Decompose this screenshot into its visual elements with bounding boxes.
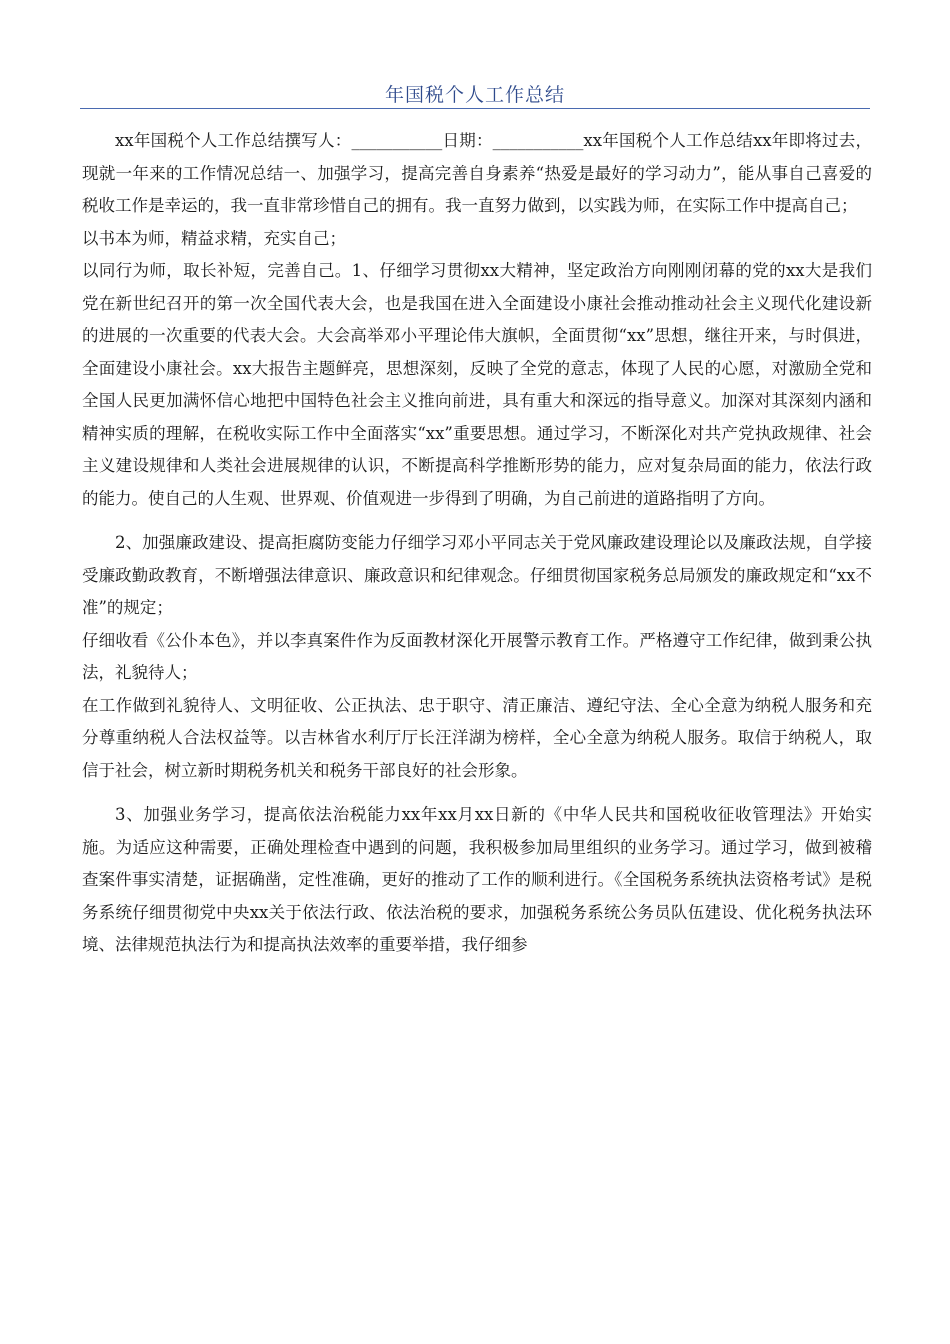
paragraph: 2、加强廉政建设、提高拒腐防变能力仔细学习邓小平同志关于党风廉政建设理论以及廉政法规，自学接受廉政勤政教育，不断增强法律意识、廉政意识和纪律观念。仔细贯彻国家税务总局颁发的廉政规定和“xx不准”的规定； bbox=[82, 533, 872, 617]
paragraph: 在工作做到礼貌待人、文明征收、公正执法、忠于职守、清正廉洁、遵纪守法、全心全意为纳税人服务和充分尊重纳税人合法权益等。以吉林省水利厅厅长汪洋湖为榜样，全心全意为纳税人服务。取信于纳税人，取信于社会，树立新时期税务机关和税务干部良好的社会形象。 bbox=[82, 695, 872, 780]
paragraph: xx年国税个人工作总结撰写人：___________日期：___________xx年国税个人工作总结xx年即将过去，现就一年来的工作情况总结一、加强学习，提高完善自身素养“热爱是最好的学习动力”，能从事自己喜爱的税收工作是幸运的，我一直非常珍惜自己的拥有。我一直努力做到，以实践为师，在实际工作中提高自己； bbox=[82, 131, 872, 215]
paragraph: 以同行为师，取长补短，完善自己。1、仔细学习贯彻xx大精神，坚定政治方向刚刚闭幕的党的xx大是我们党在新世纪召开的第一次全国代表大会，也是我国在进入全面建设小康社会推动推动社会主义现代化建设新的进展的一次重要的代表大会。大会高举邓小平理论伟大旗帜，全面贯彻“xx”思想，继往开来，与时俱进，全面建设小康社会。xx大报告主题鲜亮，思想深刻，反映了全党的意志，体现了人民的心愿，对激励全党和全国人民更加满怀信心地把中国特色社会主义推向前进，具有重大和深远的指导意义。加深对其深刻内涵和精神实质的理解，在税收实际工作中全面落实“xx”重要思想。通过学习，不断深化对共产党执政规律、社会主义建设规律和人类社会进展规律的认识，不断提高科学推断形势的能力，应对复杂局面的能力，依法行政的能力。使自己的人生观、世界观、价值观进一步得到了明确，为自己前进的道路指明了方向。 bbox=[82, 261, 872, 508]
paragraph: 以书本为师，精益求精，充实自己； bbox=[82, 228, 346, 248]
title-underline bbox=[80, 108, 870, 109]
paragraph: 仔细收看《公仆本色》，并以李真案件作为反面教材深化开展警示教育工作。严格遵守工作纪律，做到秉公执法，礼貌待人； bbox=[82, 630, 872, 682]
paragraph: 3、加强业务学习，提高依法治税能力xx年xx月xx日新的《中华人民共和国税收征收管理法》开始实施。为适应这种需要，正确处理检查中遇到的问题，我积极参加局里组织的业务学习。通过学习，做到被稽查案件事实清楚，证据确凿，定性准确，更好的推动了工作的顺利进行。《全国税务系统执法资格考试》是税务系统仔细贯彻党中央xx关于依法行政、依法治税的要求，加强税务系统公务员队伍建设、优化税务执法环境、法律规范执法行为和提高执法效率的重要举措，我仔细参 bbox=[82, 805, 872, 954]
document-title: 年国税个人工作总结 bbox=[384, 84, 565, 106]
document-body bbox=[82, 125, 872, 962]
